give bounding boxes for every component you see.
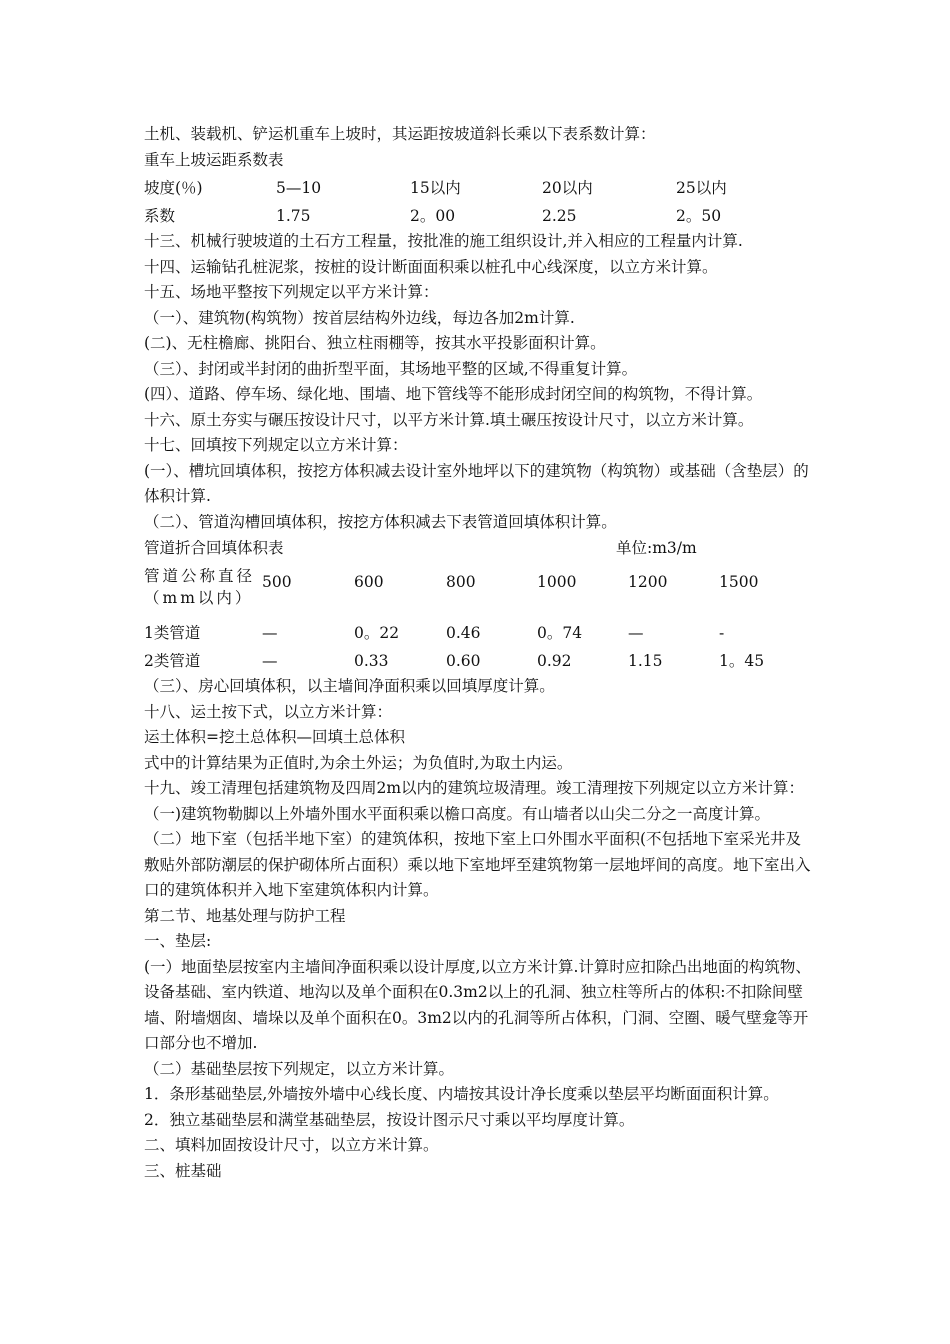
- table-cell: 0。74: [537, 624, 583, 642]
- paragraph: 二、填料加固按设计尺寸，以立方米计算。: [144, 1136, 439, 1154]
- table-row: [144, 175, 814, 201]
- table-header-row: [144, 561, 814, 617]
- table-cell: 0.92: [537, 652, 572, 670]
- paragraph: （一)建筑物勒脚以上外墙外围水平面积乘以檐口高度。有山墙者以山尖二分之一高度计算。: [144, 804, 771, 823]
- paragraph: 十五、场地平整按下列规定以平方米计算：: [144, 283, 439, 301]
- paragraph: （二）、管道沟槽回填体积，按挖方体积减去下表管道回填体积计算。: [144, 512, 617, 531]
- table-caption: 管道折合回填体积表: [144, 539, 284, 557]
- paragraph: 十六、原土夯实与碾压按设计尺寸，以平方米计算.填土碾压按设计尺寸，以立方米计算。: [144, 410, 754, 429]
- paragraph: （三）、房心回填体积，以主墙间净面积乘以回填厚度计算。: [144, 677, 555, 695]
- paragraph: 十三、机械行驶坡道的土石方工程量，按批准的施工组织设计,并入相应的工程量内计算.: [144, 232, 743, 250]
- table-header-cell: 1200: [628, 573, 668, 591]
- table-cell: 1.75: [276, 207, 311, 225]
- paragraph: (一）、槽坑回填体积，按挖方体积减去设计室外地坪以下的建筑物（构筑物）或基础（含垫层）的体积计算.: [144, 461, 809, 505]
- subsection-heading: 一、垫层:: [144, 932, 212, 950]
- table-cell: —: [262, 652, 278, 670]
- table-row: [144, 620, 814, 646]
- table-row: [144, 203, 814, 229]
- paragraph: （二）基础垫层按下列规定，以立方米计算。: [144, 1059, 455, 1078]
- pipe-volume-table: [144, 535, 814, 674]
- paragraph: 十九、竣工清理包括建筑物及四周2m以内的建筑垃圾清理。竣工清理按下列规定以立方米计算：: [144, 779, 805, 797]
- paragraph: 土机、装载机、铲运机重车上坡时，其运距按坡道斜长乘以下表系数计算：: [144, 125, 656, 143]
- paragraph: 十四、运输钻孔桩泥浆，按桩的设计断面面积乘以桩孔中心线深度，以立方米计算。: [144, 257, 718, 276]
- table-cell: 15以内: [410, 179, 461, 197]
- table-cell: 1.15: [628, 652, 663, 670]
- table-cell: 系数: [144, 207, 176, 225]
- table-cell: 2。00: [410, 207, 456, 225]
- table-cell: 1类管道: [144, 624, 201, 642]
- paragraph: 2．独立基础垫层和满堂基础垫层，按设计图示尺寸乘以平均厚度计算。: [144, 1110, 635, 1129]
- subsection-heading: 三、桩基础: [144, 1161, 222, 1180]
- paragraph: 十八、运土按下式，以立方米计算：: [144, 702, 393, 721]
- table-cell: 1。45: [719, 652, 765, 670]
- paragraph: (二)、无柱檐廊、挑阳台、独立柱雨棚等，按其水平投影面积计算。: [144, 334, 606, 352]
- table-cell: 20以内: [542, 179, 593, 197]
- table-cell: 0.46: [446, 624, 481, 642]
- section-heading: 第二节、地基处理与防护工程: [144, 906, 346, 925]
- table-unit: 单位:m3/m: [616, 539, 697, 557]
- paragraph: (一）地面垫层按室内主墙间净面积乘以设计厚度,以立方米计算.计算时应扣除凸出地面的构筑物、设备基础、室内铁道、地沟以及单个面积在0.3m2以上的孔洞、独立柱等所占的体积:不扣除间壁墙、附墙烟囱、墙垛以及单个面积在0。3m2以内的孔洞等所占体积，门洞、空圈、暖气壁龛等开口部分也不增加.: [144, 957, 811, 1052]
- table-header-label: 管道公称直径（mm以内）: [144, 567, 256, 607]
- table-header-cell: 800: [446, 573, 476, 591]
- table-cell: -: [719, 624, 725, 642]
- table-caption: 重车上坡运距系数表: [144, 150, 284, 169]
- formula: 运土体积=挖土总体积—回填土总体积: [144, 728, 405, 746]
- paragraph: （三）、封闭或半封闭的曲折型平面，其场地平整的区域,不得重复计算。: [144, 359, 638, 378]
- table-cell: 0.60: [446, 652, 481, 670]
- table-cell: —: [628, 624, 644, 642]
- paragraph: 式中的计算结果为正值时,为余土外运；为负值时,为取土内运。: [144, 753, 573, 772]
- paragraph: （二）地下室（包括半地下室）的建筑体积，按地下室上口外围水平面积(不包括地下室采光井及敷贴外部防潮层的保护砌体所占面积）乘以地下室地坪至建筑物第一层地坪间的高度。地下室出入口的建筑体积并入地下室建筑体积内计算。: [144, 830, 811, 899]
- table-title-row: [144, 535, 814, 561]
- table-header-cell: 1500: [719, 573, 759, 591]
- table-cell: 5—10: [276, 179, 322, 197]
- paragraph: （一）、建筑物(构筑物）按首层结构外边线，每边各加2m计算.: [144, 308, 575, 327]
- slope-coefficient-table: [144, 175, 814, 229]
- table-row: [144, 648, 814, 674]
- table-header-cell: 500: [262, 573, 292, 591]
- table-cell: 2。50: [676, 207, 722, 225]
- paragraph: 1．条形基础垫层,外墙按外墙中心线长度、内墙按其设计净长度乘以垫层平均断面面积计算。: [144, 1085, 779, 1103]
- table-cell: 2类管道: [144, 652, 201, 670]
- paragraph: (四）、道路、停车场、绿化地、围墙、地下管线等不能形成封闭空间的构筑物，不得计算。: [144, 385, 763, 403]
- table-cell: 0。22: [354, 624, 400, 642]
- table-header-cell: 600: [354, 573, 384, 591]
- table-cell: 0.33: [354, 652, 389, 670]
- table-header-cell: 1000: [537, 573, 577, 591]
- table-cell: 25以内: [676, 179, 727, 197]
- table-cell: 坡度(％): [144, 179, 203, 197]
- paragraph: 十七、回填按下列规定以立方米计算：: [144, 436, 408, 454]
- table-cell: 2.25: [542, 207, 577, 225]
- document-page: [144, 122, 814, 1184]
- table-cell: —: [262, 624, 278, 642]
